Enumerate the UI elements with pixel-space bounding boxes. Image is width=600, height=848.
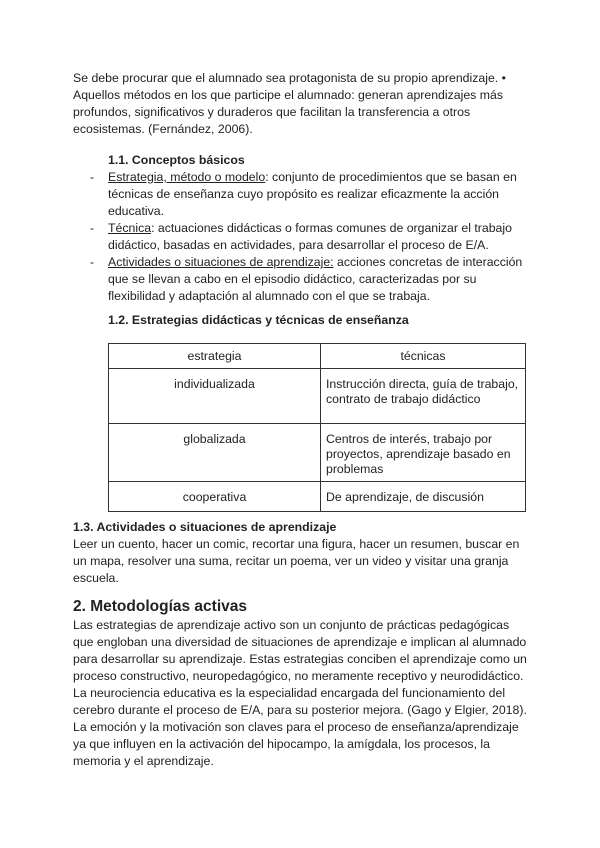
term-estrategia: Estrategia, método o modelo [108, 170, 266, 184]
definition-estrategia: : conjunto de procedimientos que se basan en técnicas de enseñanza cuyo propósito es realizar eficazmente la acción educativa. [108, 170, 517, 218]
table-cell-strategy: globalizada [109, 424, 321, 482]
table-cell-techniques: Instrucción directa, guía de trabajo, contrato de trabajo didáctico [321, 369, 526, 424]
table-header-tecnicas: técnicas [321, 344, 526, 369]
term-actividades: Actividades o situaciones de aprendizaje: [108, 255, 334, 269]
intro-paragraph: Se debe procurar que el alumnado sea protagonista de su propio aprendizaje. • Aquellos métodos en los que participe el alumnado: generan aprendizajes más profundos, significativos y duraderos que facilitan la transferencia a otros ecosistemas. (Fernández, 2006). [73, 71, 506, 136]
section-1-3-heading: 1.3. Actividades o situaciones de aprendizaje [73, 520, 337, 534]
activities-paragraph: Leer un cuento, hacer un comic, recortar una figura, hacer un resumen, buscar en un mapa, resolver una suma, recitar un poema, ver un video y visitar una granja escuela. [73, 537, 520, 585]
list-dash: - [90, 170, 95, 184]
strategies-table [108, 343, 526, 512]
section-1-2-heading: 1.2. Estrategias didácticas y técnicas de enseñanza [108, 313, 409, 327]
table-cell-techniques: De aprendizaje, de discusión [321, 482, 526, 512]
list-item [90, 220, 530, 254]
emotion-paragraph: La emoción y la motivación son claves para el proceso de enseñanza/aprendizaje ya que influyen en la activación del hipocampo, la amígdala, los procesos, la memoria y el aprendizaje. [73, 720, 519, 768]
term-tecnica: Técnica [108, 221, 152, 235]
table-cell-strategy: cooperativa [109, 482, 321, 512]
definition-tecnica: : actuaciones didácticas o formas comunes de organizar el trabajo didáctico, basadas en actividades, para desarrollar el proceso de E/A. [108, 221, 512, 252]
table-row [109, 424, 526, 482]
table-header-estrategia: estrategia [109, 344, 321, 369]
section-2-heading: 2. Metodologías activas [73, 598, 247, 615]
table-row [109, 482, 526, 512]
table-row [109, 369, 526, 424]
table-header-row [109, 344, 526, 369]
neuroscience-paragraph: La neurociencia educativa es la especialidad encargada del funcionamiento del cerebro durante el proceso de E/A, para su posterior mejora. (Gago y Elgier, 2018). [73, 686, 527, 717]
list-item [90, 169, 530, 220]
active-methods-paragraph: Las estrategias de aprendizaje activo son un conjunto de prácticas pedagógicas que engloban una diversidad de situaciones de aprendizaje e implican al alumnado para desarrollar su aprendizaje. Estas estrategias conciben el aprendizaje como un proceso constructivo, neuropedagógico, no meramente receptivo y neurodidáctico. [73, 618, 527, 683]
list-item [90, 254, 530, 305]
table-cell-strategy: individualizada [109, 369, 321, 424]
list-dash: - [90, 221, 95, 235]
section-1-1-heading: 1.1. Conceptos básicos [108, 153, 245, 167]
list-dash: - [90, 255, 95, 269]
definition-actividades: acciones concretas de interacción que se llevan a cabo en el episodio didáctico, caracterizadas por su flexibilidad y adaptación al alumnado con el que se trabaja. [108, 255, 523, 303]
table-cell-techniques: Centros de interés, trabajo por proyectos, aprendizaje basado en problemas [321, 424, 526, 482]
concepts-list [90, 169, 530, 305]
